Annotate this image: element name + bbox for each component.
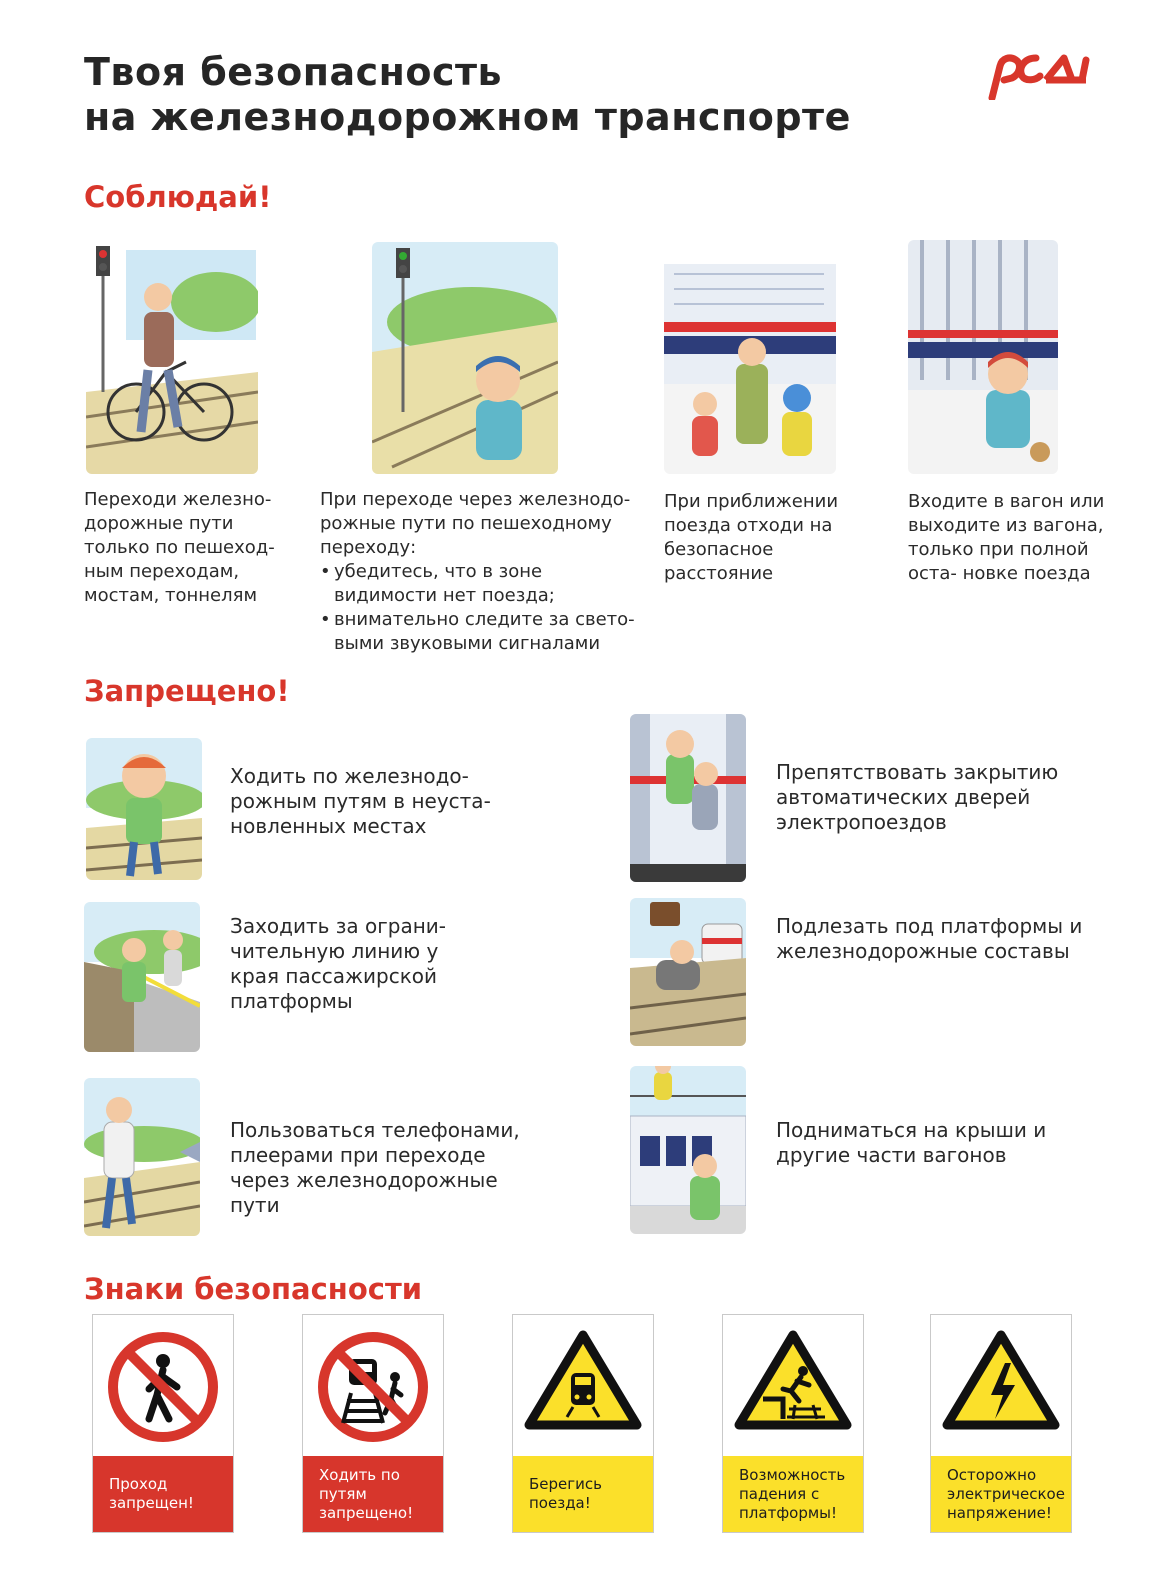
title-line-1: Твоя безопасность [84,50,503,94]
forbidden-text-3: Заходить за ограни- чительную линию у края пассажирской платформы [230,914,447,1013]
observe-bullet-2: • внимательно следите за свето- выми звуковыми сигналами [320,608,650,656]
observe-bullet-1: • убедитесь, что в зоне видимости нет поезда; [320,560,650,608]
sign-label-high-voltage: Осторожно электрическое напряжение! [931,1456,1071,1532]
title-line-2: на железнодорожном транспорте [84,95,851,139]
section-heading-forbidden: Запрещено! [84,674,290,708]
illustration-man-crawling-under-platform [630,898,746,1046]
forbidden-text-1: Ходить по железнодо- рожным путям в неуста- новленных местах [230,764,491,838]
observe-caption-1: Переходи железно- дорожные пути только по пешеход- ным переходам, мостам, тоннелям [84,489,275,606]
observe-caption-3: При приближении поезда отходи на безопасное расстояние [664,491,839,584]
section-heading-observe: Соблюдай! [84,180,272,214]
sign-high-voltage [930,1314,1072,1533]
illustration-family-away-from-train [664,244,836,474]
sign-no-walking-on-tracks [302,1314,444,1533]
sign-label-platform-fall: Возможность падения с платформы! [723,1456,863,1532]
observe-caption-4: Входите в вагон или выходите из вагона, только при полной оста- новке поезда [908,491,1105,584]
page-title [84,50,851,140]
no-walking-on-tracks-icon [303,1315,443,1457]
illustration-children-at-platform-edge [84,902,200,1052]
observe-caption-2-list [320,560,650,656]
illustration-boy-waiting-for-train-stop [908,240,1058,474]
high-voltage-icon [931,1315,1071,1457]
illustration-boy-climbing-train-roof [630,1066,746,1234]
no-walking-icon [93,1315,233,1457]
section-heading-signs: Знаки безопасности [84,1272,423,1306]
sign-platform-fall [722,1314,864,1533]
illustration-boy-with-headphones-on-tracks [84,1078,200,1236]
illustration-boys-blocking-train-doors [630,714,746,882]
forbidden-text-5: Пользоваться телефонами, плеерами при переходе через железнодорожные пути [230,1118,520,1217]
illustration-boy-at-crossing-signal [372,242,558,474]
observe-caption-2-intro: При переходе через железнодо- рожные пути по пешеходному переходу: [320,489,631,558]
sign-beware-of-train [512,1314,654,1533]
illustration-boy-walking-on-tracks [86,738,202,880]
forbidden-text-6: Подниматься на крыши и другие части вагонов [776,1118,1047,1167]
sign-no-passage [92,1314,234,1533]
observe-caption-2 [320,488,650,656]
illustration-pedestrian-crossing-bicycle [86,242,258,474]
sign-label-beware-of-train: Берегись поезда! [513,1456,653,1532]
forbidden-text-2: Препятствовать закрытию автоматических дверей электропоездов [776,760,1059,834]
train-warning-icon [513,1315,653,1457]
sign-label-no-passage: Проход запрещен! [93,1456,233,1532]
forbidden-text-4: Подлезать под платформы и железнодорожные составы [776,914,1083,963]
rzd-logo [988,50,1090,100]
platform-fall-warning-icon [723,1315,863,1457]
sign-label-no-walking-on-tracks: Ходить по путям запрещено! [303,1456,443,1532]
